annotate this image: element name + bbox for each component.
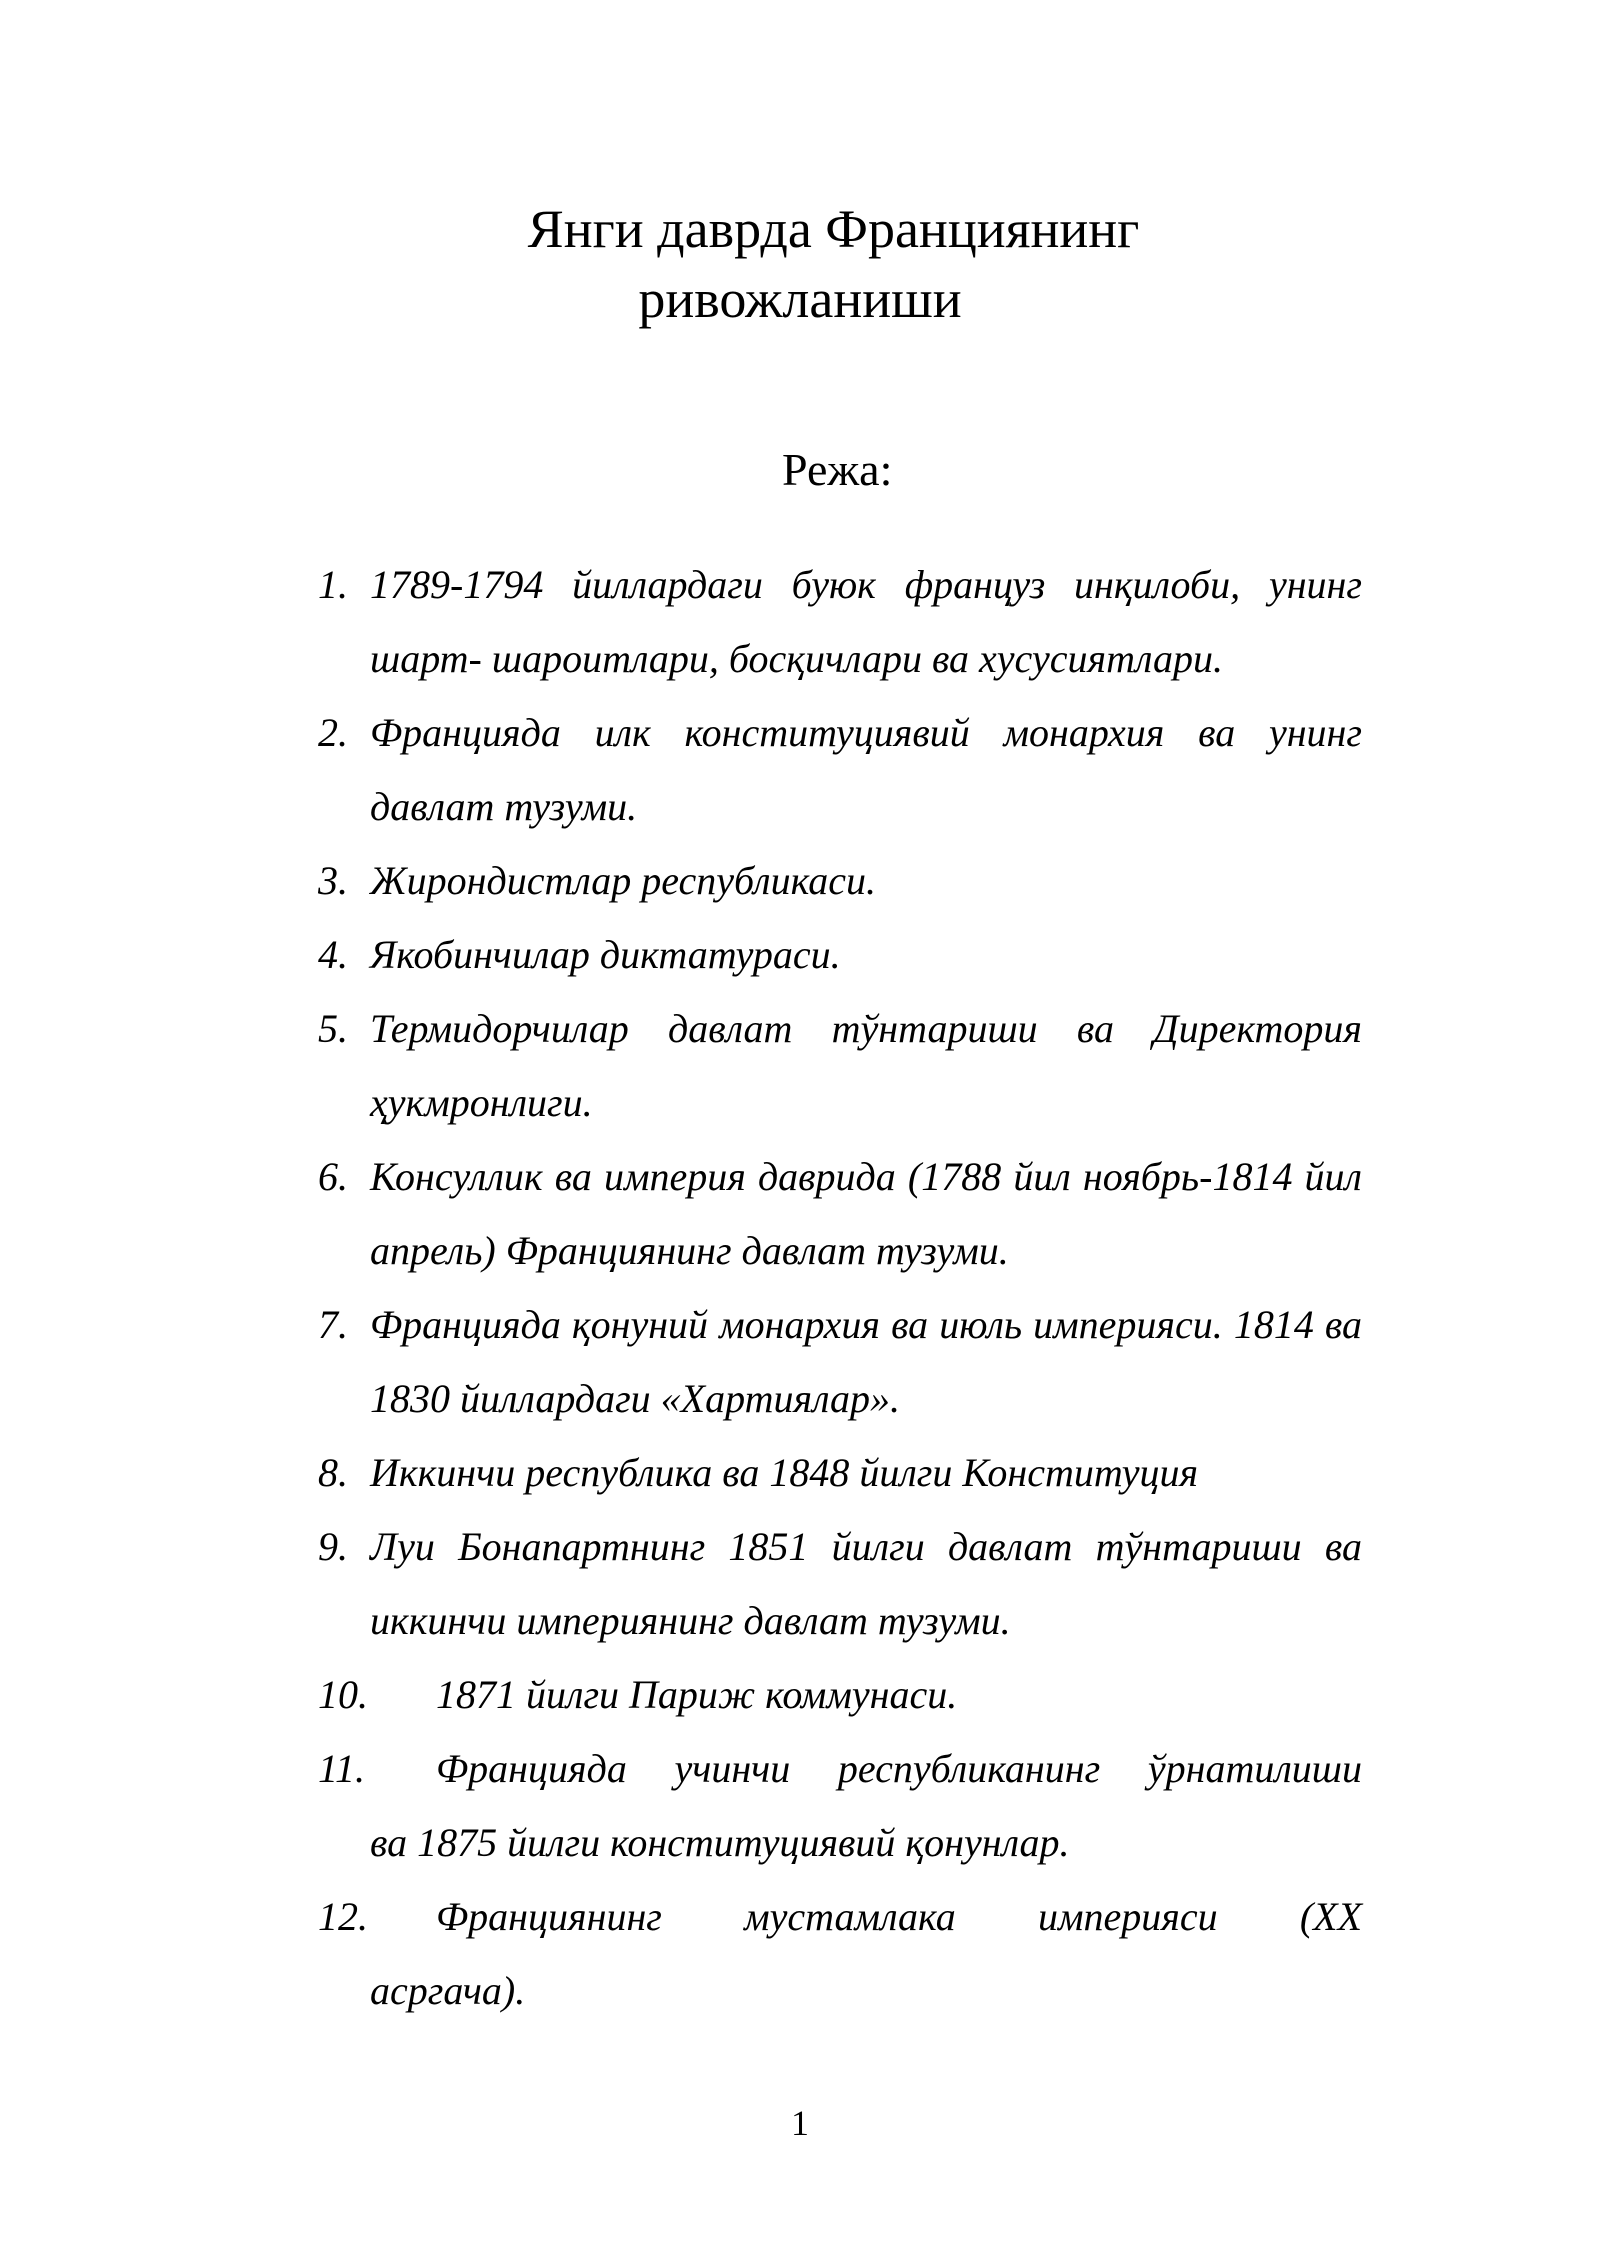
item-text: Жирондистлар республикаси. <box>370 858 877 903</box>
item-number: 7. <box>318 1302 348 1347</box>
list-item <box>318 1880 1362 2028</box>
item-number: 12. <box>318 1894 368 1939</box>
plan-heading: Режа: <box>782 444 893 495</box>
plan-list <box>318 548 1362 2028</box>
page-number: 1 <box>791 2103 809 2143</box>
list-item <box>318 1510 1362 1658</box>
item-text-continued: ва 1875 йилги конституциявий қонунлар. <box>370 1820 1070 1865</box>
list-item <box>318 696 1362 844</box>
list-item <box>318 992 1362 1140</box>
item-number: 1. <box>318 562 348 607</box>
item-text: Якобинчилар диктатураси. <box>370 932 841 977</box>
item-text: Консуллик ва империя даврида (1788 йил ноябрь-1814 йил апрель) Франциянинг давлат тузуми. <box>370 1154 1362 1273</box>
item-text: Иккинчи республика ва 1848 йилги Конституция <box>370 1450 1199 1495</box>
item-number: 10. <box>318 1672 368 1717</box>
title-line-2: ривожланиши <box>638 269 962 329</box>
item-number: 2. <box>318 710 348 755</box>
item-text: Франциянинг мустамлака империяси (XX <box>436 1894 1362 1939</box>
item-number: 6. <box>318 1154 348 1199</box>
list-item <box>318 1140 1362 1288</box>
item-text: Францияда учинчи республиканинг ўрнатилиши <box>436 1746 1362 1791</box>
list-item <box>318 1436 1362 1510</box>
item-text: Францияда илк конституциявий монархия ва унинг давлат тузуми. <box>370 710 1362 829</box>
item-text-continued: асргача). <box>370 1968 526 2013</box>
item-number: 9. <box>318 1524 348 1569</box>
item-number: 8. <box>318 1450 348 1495</box>
item-text: 1871 йилги Париж коммунаси. <box>436 1672 958 1717</box>
item-number: 3. <box>318 858 348 903</box>
list-item <box>318 918 1362 992</box>
title-line-1: Янги даврда Франциянинг <box>527 199 1140 259</box>
list-item <box>318 1288 1362 1436</box>
item-text: Францияда қонуний монархия ва июль империяси. 1814 ва 1830 йиллардаги «Хартиялар». <box>370 1302 1362 1421</box>
item-text: 1789-1794 йиллардаги буюк француз инқилоби, унинг шарт- шароитлари, босқичлари ва хусусиятлари. <box>370 562 1362 681</box>
list-item <box>318 1732 1362 1880</box>
list-item <box>318 1658 1362 1732</box>
list-item <box>318 844 1362 918</box>
item-number: 11. <box>318 1746 366 1791</box>
item-text: Луи Бонапартнинг 1851 йилги давлат тўнтариши ва иккинчи империянинг давлат тузуми. <box>370 1524 1362 1643</box>
list-item <box>318 548 1362 696</box>
item-text: Термидорчилар давлат тўнтариши ва Директория ҳукмронлиги. <box>370 1006 1362 1125</box>
item-number: 5. <box>318 1006 348 1051</box>
item-number: 4. <box>318 932 348 977</box>
